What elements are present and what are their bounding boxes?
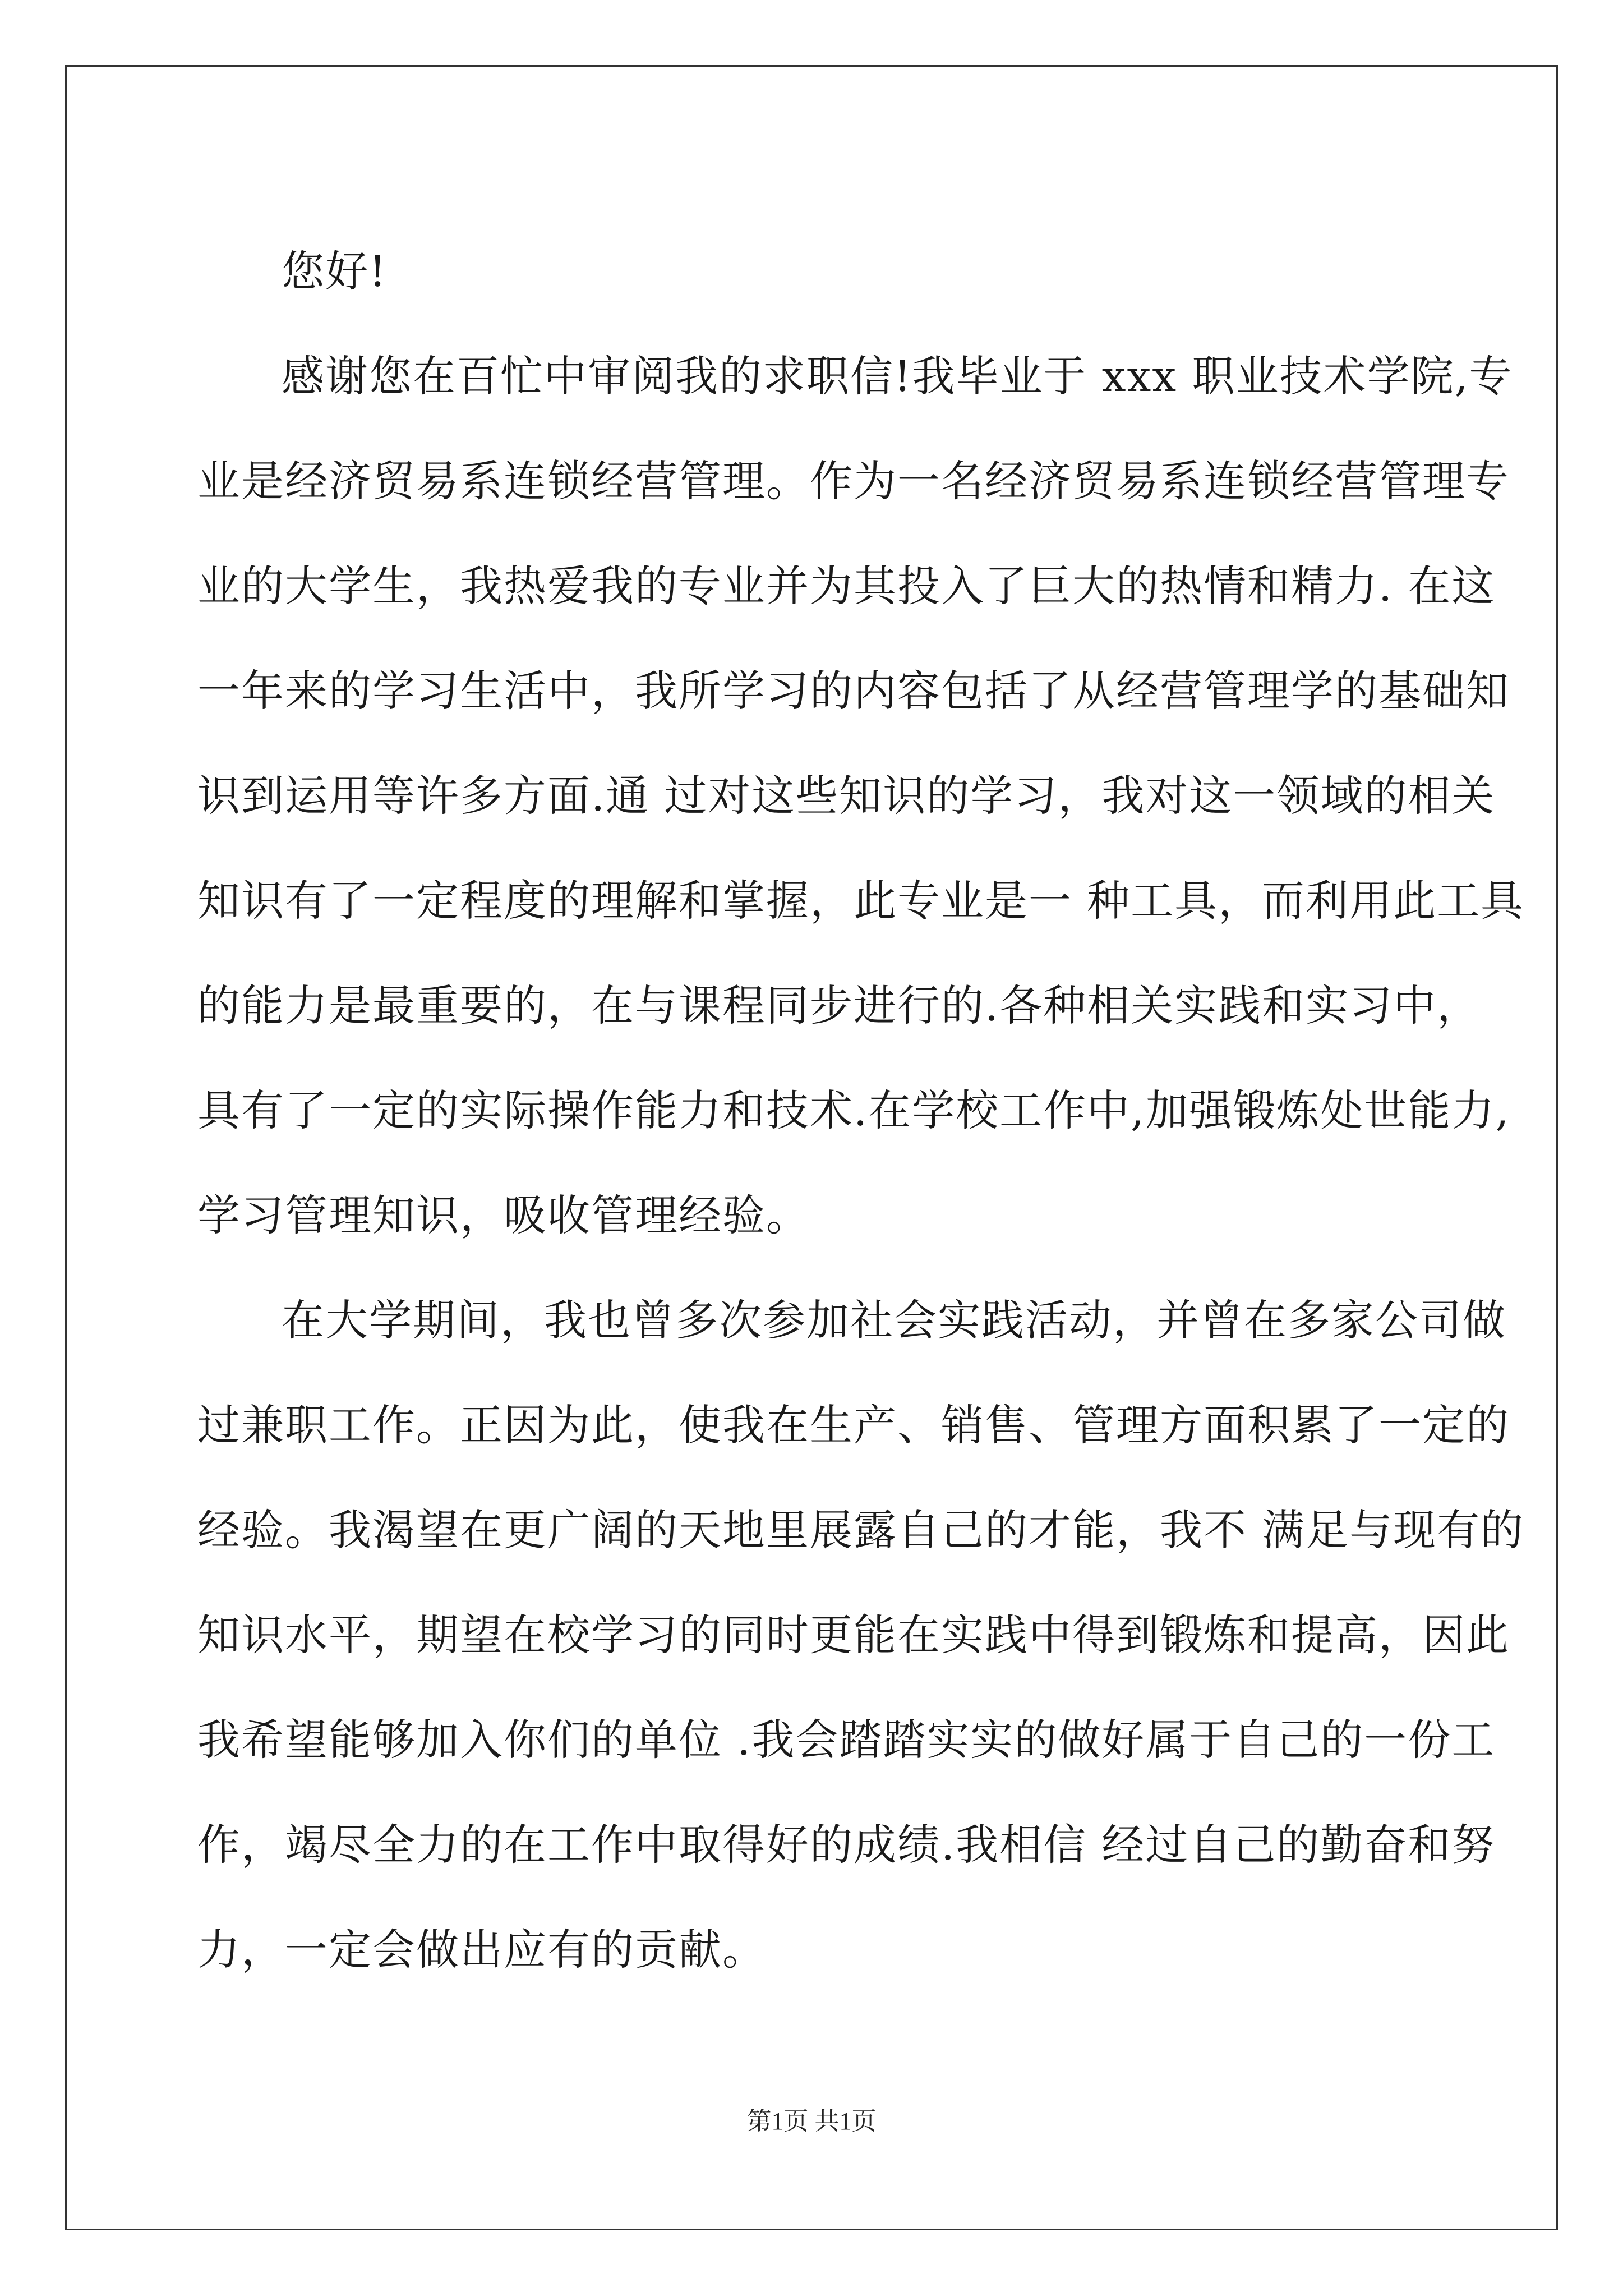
paragraph-line: 作，竭尽全力的在工作中取得好的成绩.我相信 经过自己的勤奋和努 (197, 1820, 1496, 1870)
greeting: 您好! (282, 246, 388, 296)
paragraph-2 (197, 1268, 1525, 2002)
paragraph-line: 我希望能够加入你们的单位 .我会踏踏实实的做好属于自己的一份工 (197, 1715, 1496, 1765)
paragraph-line: 经验。我渴望在更广阔的天地里展露自己的才能，我不 满足与现有的 (197, 1505, 1525, 1555)
paragraph-line: 知识有了一定程度的理解和掌握，此专业是一 种工具，而利用此工具 (197, 876, 1525, 926)
paragraph-line: 业的大学生，我热爱我的专业并为其投入了巨大的热情和精力. 在这 (197, 561, 1496, 611)
paragraph-line: 一年来的学习生活中，我所学习的内容包括了从经营管理学的基础知 (197, 666, 1510, 716)
paragraph-line: 过兼职工作。正因为此，使我在生产、销售、管理方面积累了一定的 (197, 1400, 1510, 1450)
paragraph-line: 感谢您在百忙中审阅我的求职信!我毕业于 xxx 职业技术学院,专 (282, 351, 1513, 401)
paragraph-1 (197, 324, 1525, 1268)
paragraph-line: 在大学期间，我也曾多次参加社会实践活动，并曾在多家公司做 (282, 1295, 1506, 1345)
paragraph-line: 识到运用等许多方面.通 过对这些知识的学习，我对这一领域的相关 (197, 771, 1496, 821)
letter-body (197, 219, 1525, 2002)
paragraph-line: 学习管理知识，吸收管理经验。 (197, 1190, 810, 1240)
paragraph-line: 业是经济贸易系连锁经营管理。作为一名经济贸易系连锁经营管理专 (197, 456, 1510, 506)
paragraph-line: 知识水平，期望在校学习的同时更能在实践中得到锻炼和提高，因此 (197, 1610, 1510, 1660)
page-number-footer: 第1页 共1页 (746, 2108, 877, 2135)
paragraph-line: 具有了一定的实际操作能力和技术.在学校工作中,加强锻炼处世能力, (197, 1085, 1510, 1135)
paragraph-line: 的能力是最重要的，在与课程同步进行的.各种相关实践和实习中， (197, 981, 1481, 1030)
paragraph-line: 力，一定会做出应有的贡献。 (197, 1925, 766, 1975)
